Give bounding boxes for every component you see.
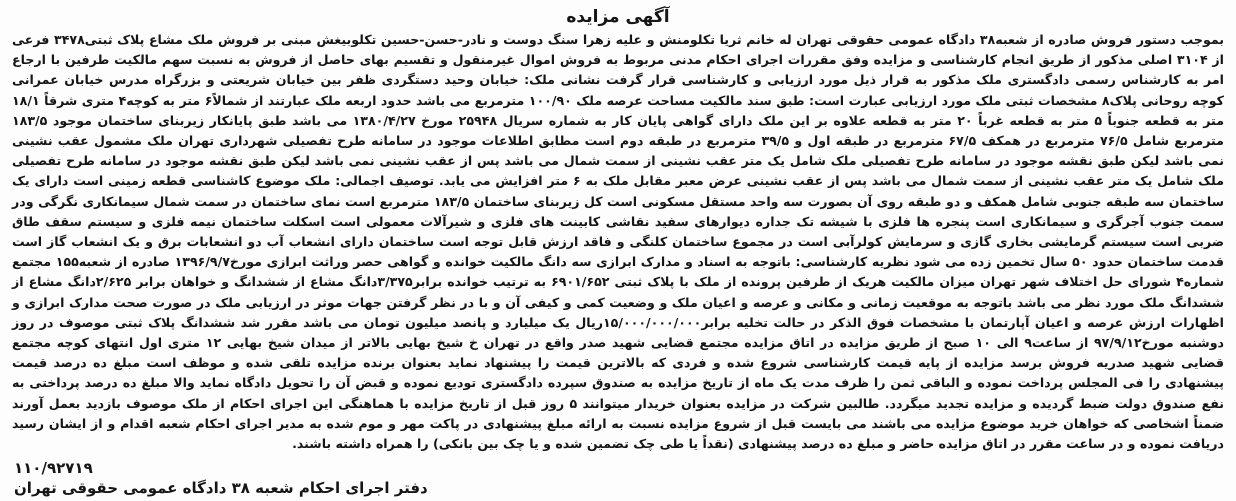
reference-number: ۱۱۰/۹۲۷۱۹ (14, 459, 93, 477)
notice-title: آگهی مزایده (566, 7, 670, 27)
notice-footer (14, 457, 1222, 497)
signature-line: دفتر اجرای احکام شعبه ۳۸ دادگاه عمومی حقوقی تهران (14, 479, 428, 497)
notice-body: بموجب دستور فروش صادره از شعبه۳۸ دادگاه عمومی حقوقی تهران له خانم ثریا تکلومنش و علیه زهرا سنگ دوست و نادر-حسن-حسین تکلوبیغش مبنی بر فروش ملک مشاع پلاک ثبتی۳۴۷۸ فرعی از ۳۱۰۴ اصلی مذکور از طریق انجام کارشناسی و مزایده وفق مقررات اجرای احکام مدنی مربوط به فروش اموال غیرمنقول و تقسیم بهای حاصل از فروش به نسبت سهم مالکیت طرفین با ارجاع امر به کارشناس رسمی دادگستری ملک مذکور به قرار ذیل مورد ارزیابی و کارشناسی قرار گرفت نشانی ملک: خیابان وحید دستگردی ظفر بین خیابان شریعتی و بزرگراه مدرس خیابان عمرانی کوچه روحانی پلاک۸ مشخصات ثبتی ملک مورد ارزیابی عبارت است: طبق سند مالکیت مساحت عرصه ملک ۱۰۰/۹۰ مترمربع می باشد حدود اربعه ملک عبارتند از شمالاً۶ متر به کوچه۴ متری شرقاً ۱۸/۱ متر به قطعه جنوباً ۵ متر به قطعه غرباً ۲۰ متر به قطعه علاوه بر این ملک دارای گواهی پایان کار به شماره سریال ۲۵۹۴۸ مورخ ۱۳۸۰/۴/۲۷ می باشد طبق پایانکار زیربنای ساختمان موجود ۱۸۳/۵ مترمربع شامل ۷۶/۵ مترمربع در همکف ۶۷/۵ مترمربع در طبقه اول و ۳۹/۵ مترمربع در طبقه دوم است مطابق اطلاعات موجود در سامانه طرح تفصیلی شهرداری تهران ملک مشمول عقب نشینی نمی باشد لیکن طبق نقشه موجود در سامانه طرح تفصیلی ملک شامل یک متر عقب نشینی از سمت شمال می باشد پس از عقب نشینی نمی باشد لیکن طبق نقشه موجود در سامانه طرح تفصیلی ملک شامل یک متر عقب نشینی از سمت شمال می باشد پس از عقب نشینی عرض معبر مقابل ملک به ۶ متر افزایش می یابد. توصیف اجمالی: ملک موضوع کاشناسی قطعه زمینی است دارای یک ساختمان سه طبقه جنوبی شامل همکف و دو طبقه روی آن بصورت سه واحد مستقل مسکونی است کل زیربنای ساختمان ۱۸۳/۵ مترمربع است نمای ساختمان در سمت شمال سیمانکاری نگرگی ودر سمت جنوب آجرگری و سیمانکاری است پنجره ها فلزی با شیشه تک جداره دیوارهای سفید نقاشی کابینت های فلزی و شیرآلات معمولی است اسکلت ساختمان نیمه فلزی و سیستم سقف طاق ضربی است سیستم گرمایشی بخاری گازی و سرمایش کولرآبی است در مجموع ساختمان کلنگی و فاقد ارزش قابل توجه است ساختمان دارای انشعاب آب دو انشعابات برق و یک انشعاب گاز است قدمت ساختمان حدود ۵۰ سال تخمین زده می شود نظریه کارشناسی: باتوجه به اسناد و مدارک ابرازی سه دانگ مالکیت خوانده و گواهی حصر وراثت ابرازی مورخ۱۳۹۶/۹/۷ صادره از شعبه۱۵۵ مجتمع شماره۴ شورای حل اختلاف شهر تهران میزان مالکیت هریک از طرفین پرونده از ملک با پلاک ثبتی ۶۹۰۱/۶۵۲ به ترتیب خوانده برابر۳/۳۷۵دانگ مشاع از ششدانگ و خواهان برابر ۲/۶۲۵دانگ مشاع از ششدانگ ملک مورد نظر می باشد باتوجه به موقعیت زمانی و مکانی و عرصه و اعیان ملک و وضعیت کمی و کیفی آن و با در نظر گرفتن جهات موثر در ارزیابی ملک در صورت صحت مدارک ابرازی و اظهارات ارزش عرصه و اعیان آپارتمان با مشخصات فوق الذکر در حالت تخلیه برابر۱۵/۰۰۰/۰۰۰/۰۰۰ریال یک میلیارد و پانصد میلیون تومان می باشد مقرر شد ششدانگ پلاک ثبتی موصوف در روز دوشنبه مورخ۹۷/۹/۱۲ از ساعت۹ الی ۱۰ صبح از طریق مزایده در اتاق مزایده مجتمع قضایی شهید صدر واقع در تهران خ شیخ بهایی بالاتر از میدان شیخ بهایی ۱۲ متری اول انتهای کوچه مجتمع قضایی شهید صدریه فروش برسد مزایده از پایه قیمت کارشناسی شروع شده و فردی که بالاترین قیمت را پیشنهاد نماید بعنوان برنده مزایده تلقی شده و موظف است مبلغ ده درصد قیمت پیشنهادی را فی المجلس پرداخت نموده و الباقی ثمن را ظرف مدت یک ماه از تاریخ مزایده به صندوق سپرده دادگستری تودیع نموده و قبض آن را تحویل دادگاه نماید والا مبلغ ده درصد پرداختی به نفع صندوق دولت ضبط گردیده و مزایده تجدید میگردد. طالبین شرکت در مزایده بعنوان خریدار میتوانند ۵ روز قبل از تاریخ مزایده با هماهنگی این اجرای احکام از ملک موصوف بازدید بعمل آورند ضمناً اشخاصی که خواهان خرید موضوع مزایده می باشند می بایست قبل از شروع مزایده نسبت به ارائه مبلغ پیشنهادی در پاکت مهر و موم شده به مدیر اجرای احکام شعبه اقدام و از ایشان رسید دریافت نموده و در ساعت مقرر در اتاق مزایده حاضر و مبلغ ده درصد پیشنهادی (نقداً یا طی چک تضمین شده و یا چک بین بانکی) را همراه داشته باشند. (12, 32, 1225, 452)
